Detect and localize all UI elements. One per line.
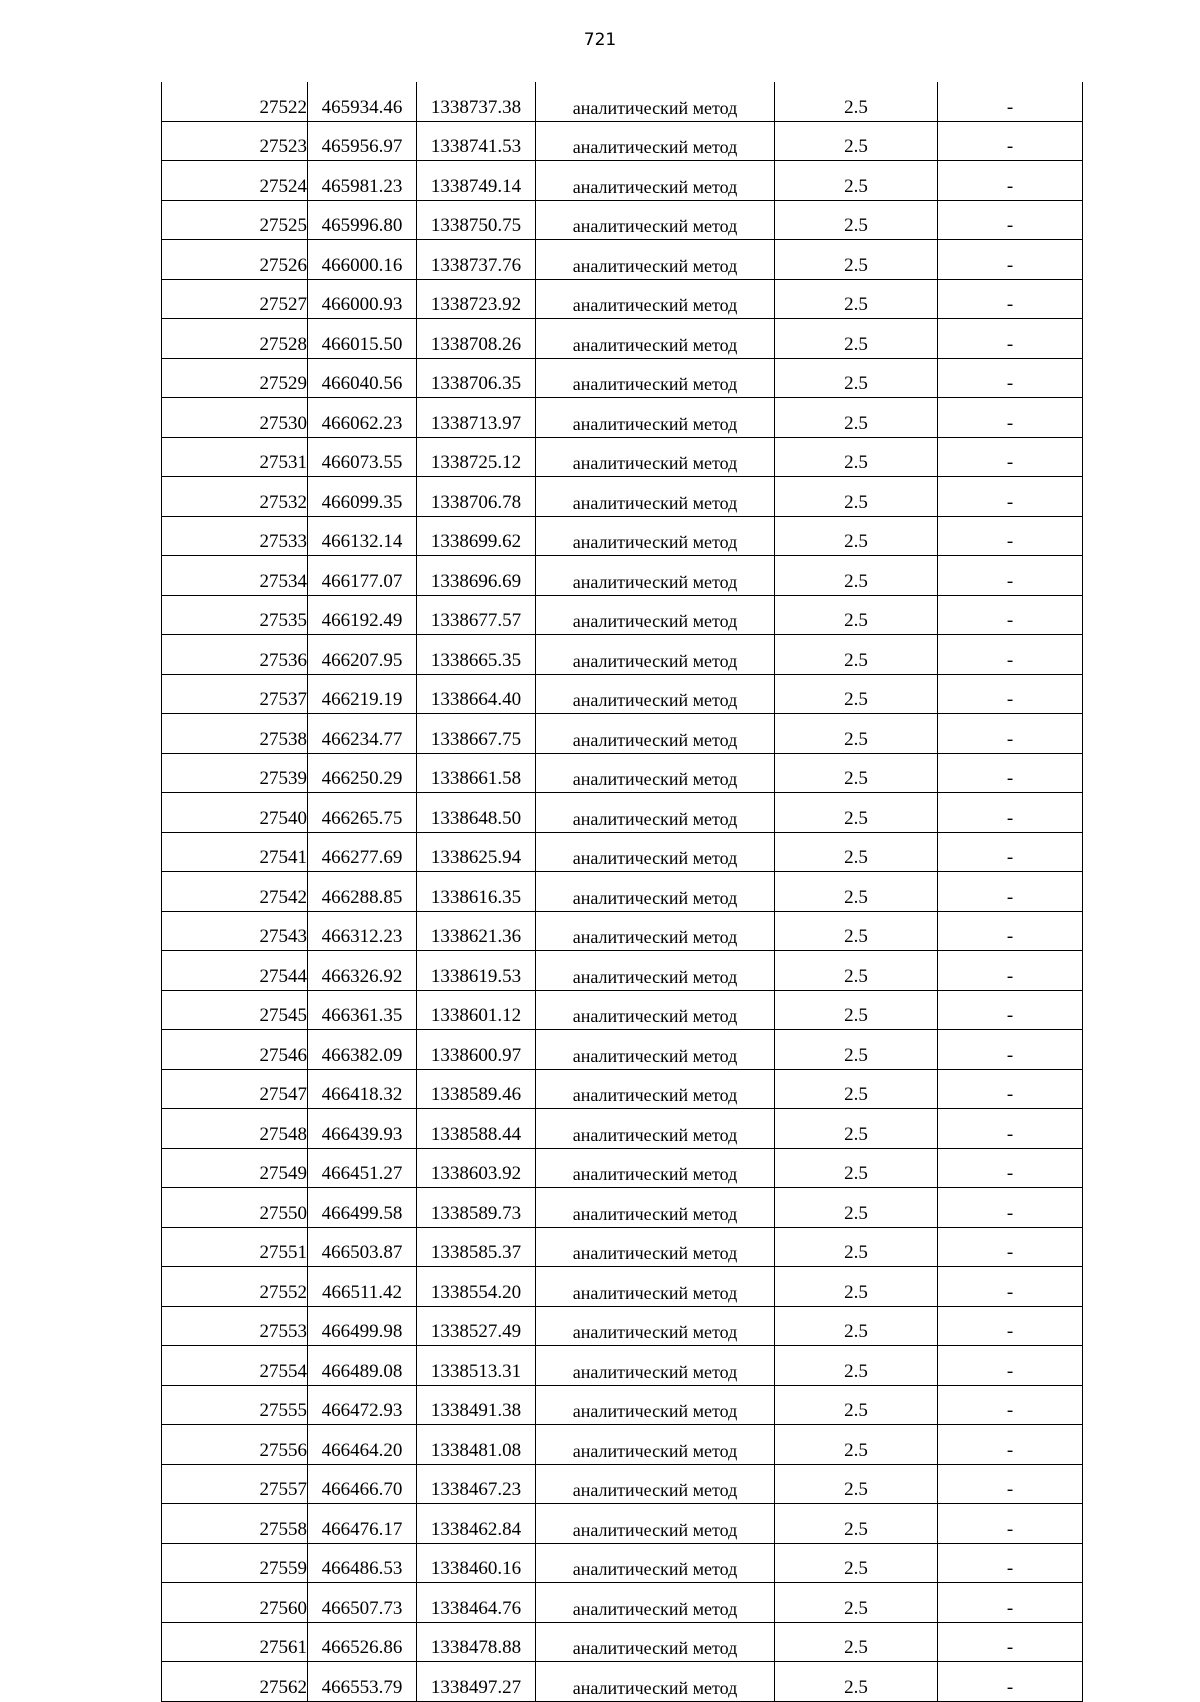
description-cell: - bbox=[938, 1267, 1083, 1307]
description-cell: - bbox=[938, 1662, 1083, 1702]
y-coordinate-cell: 1338460.16 bbox=[417, 1543, 536, 1583]
description-cell: - bbox=[938, 1504, 1083, 1544]
accuracy-cell: 2.5 bbox=[775, 1069, 938, 1109]
table-row bbox=[162, 161, 1083, 201]
accuracy-cell: 2.5 bbox=[775, 714, 938, 754]
table-row bbox=[162, 714, 1083, 754]
x-coordinate-cell: 466288.85 bbox=[308, 872, 417, 912]
point-number-cell: 27525 bbox=[162, 200, 308, 240]
table-row bbox=[162, 1188, 1083, 1228]
method-cell: аналитический метод bbox=[536, 1306, 775, 1346]
y-coordinate-cell: 1338478.88 bbox=[417, 1622, 536, 1662]
accuracy-cell: 2.5 bbox=[775, 516, 938, 556]
point-number-cell: 27535 bbox=[162, 595, 308, 635]
y-coordinate-cell: 1338513.31 bbox=[417, 1346, 536, 1386]
y-coordinate-cell: 1338462.84 bbox=[417, 1504, 536, 1544]
y-coordinate-cell: 1338600.97 bbox=[417, 1030, 536, 1070]
point-number-cell: 27548 bbox=[162, 1109, 308, 1149]
accuracy-cell: 2.5 bbox=[775, 832, 938, 872]
description-cell: - bbox=[938, 753, 1083, 793]
description-cell: - bbox=[938, 437, 1083, 477]
x-coordinate-cell: 466062.23 bbox=[308, 398, 417, 438]
accuracy-cell: 2.5 bbox=[775, 990, 938, 1030]
table-row bbox=[162, 358, 1083, 398]
y-coordinate-cell: 1338621.36 bbox=[417, 911, 536, 951]
x-coordinate-cell: 466553.79 bbox=[308, 1662, 417, 1702]
point-number-cell: 27529 bbox=[162, 358, 308, 398]
method-cell: аналитический метод bbox=[536, 358, 775, 398]
x-coordinate-cell: 466000.16 bbox=[308, 240, 417, 280]
accuracy-cell: 2.5 bbox=[775, 437, 938, 477]
table-row bbox=[162, 990, 1083, 1030]
accuracy-cell: 2.5 bbox=[775, 358, 938, 398]
y-coordinate-cell: 1338696.69 bbox=[417, 556, 536, 596]
x-coordinate-cell: 466015.50 bbox=[308, 319, 417, 359]
accuracy-cell: 2.5 bbox=[775, 951, 938, 991]
table-row bbox=[162, 595, 1083, 635]
table-row bbox=[162, 200, 1083, 240]
method-cell: аналитический метод bbox=[536, 1464, 775, 1504]
description-cell: - bbox=[938, 1346, 1083, 1386]
y-coordinate-cell: 1338723.92 bbox=[417, 279, 536, 319]
point-number-cell: 27541 bbox=[162, 832, 308, 872]
description-cell: - bbox=[938, 516, 1083, 556]
x-coordinate-cell: 466464.20 bbox=[308, 1425, 417, 1465]
table-row bbox=[162, 1148, 1083, 1188]
accuracy-cell: 2.5 bbox=[775, 240, 938, 280]
table-row bbox=[162, 1306, 1083, 1346]
table-row bbox=[162, 240, 1083, 280]
description-cell: - bbox=[938, 1109, 1083, 1149]
method-cell: аналитический метод bbox=[536, 1622, 775, 1662]
description-cell: - bbox=[938, 1425, 1083, 1465]
method-cell: аналитический метод bbox=[536, 516, 775, 556]
table-row bbox=[162, 1464, 1083, 1504]
table-row bbox=[162, 1622, 1083, 1662]
method-cell: аналитический метод bbox=[536, 872, 775, 912]
x-coordinate-cell: 466472.93 bbox=[308, 1385, 417, 1425]
y-coordinate-cell: 1338706.78 bbox=[417, 477, 536, 517]
x-coordinate-cell: 466132.14 bbox=[308, 516, 417, 556]
method-cell: аналитический метод bbox=[536, 477, 775, 517]
y-coordinate-cell: 1338491.38 bbox=[417, 1385, 536, 1425]
accuracy-cell: 2.5 bbox=[775, 1148, 938, 1188]
method-cell: аналитический метод bbox=[536, 240, 775, 280]
point-number-cell: 27524 bbox=[162, 161, 308, 201]
description-cell: - bbox=[938, 556, 1083, 596]
description-cell: - bbox=[938, 1148, 1083, 1188]
y-coordinate-cell: 1338588.44 bbox=[417, 1109, 536, 1149]
method-cell: аналитический метод bbox=[536, 121, 775, 161]
method-cell: аналитический метод bbox=[536, 1267, 775, 1307]
description-cell: - bbox=[938, 674, 1083, 714]
point-number-cell: 27549 bbox=[162, 1148, 308, 1188]
method-cell: аналитический метод bbox=[536, 1109, 775, 1149]
description-cell: - bbox=[938, 1464, 1083, 1504]
point-number-cell: 27562 bbox=[162, 1662, 308, 1702]
y-coordinate-cell: 1338527.49 bbox=[417, 1306, 536, 1346]
method-cell: аналитический метод bbox=[536, 161, 775, 201]
x-coordinate-cell: 465956.97 bbox=[308, 121, 417, 161]
point-number-cell: 27555 bbox=[162, 1385, 308, 1425]
point-number-cell: 27523 bbox=[162, 121, 308, 161]
table-row bbox=[162, 556, 1083, 596]
accuracy-cell: 2.5 bbox=[775, 1583, 938, 1623]
table-row bbox=[162, 911, 1083, 951]
y-coordinate-cell: 1338706.35 bbox=[417, 358, 536, 398]
x-coordinate-cell: 466192.49 bbox=[308, 595, 417, 635]
description-cell: - bbox=[938, 635, 1083, 675]
point-number-cell: 27550 bbox=[162, 1188, 308, 1228]
x-coordinate-cell: 466000.93 bbox=[308, 279, 417, 319]
accuracy-cell: 2.5 bbox=[775, 1306, 938, 1346]
x-coordinate-cell: 466312.23 bbox=[308, 911, 417, 951]
y-coordinate-cell: 1338665.35 bbox=[417, 635, 536, 675]
point-number-cell: 27538 bbox=[162, 714, 308, 754]
accuracy-cell: 2.5 bbox=[775, 1464, 938, 1504]
table-row bbox=[162, 674, 1083, 714]
accuracy-cell: 2.5 bbox=[775, 1425, 938, 1465]
x-coordinate-cell: 466219.19 bbox=[308, 674, 417, 714]
description-cell: - bbox=[938, 398, 1083, 438]
x-coordinate-cell: 466486.53 bbox=[308, 1543, 417, 1583]
x-coordinate-cell: 465981.23 bbox=[308, 161, 417, 201]
accuracy-cell: 2.5 bbox=[775, 1346, 938, 1386]
accuracy-cell: 2.5 bbox=[775, 279, 938, 319]
description-cell: - bbox=[938, 872, 1083, 912]
table-row bbox=[162, 1069, 1083, 1109]
x-coordinate-cell: 466418.32 bbox=[308, 1069, 417, 1109]
y-coordinate-cell: 1338713.97 bbox=[417, 398, 536, 438]
table-row bbox=[162, 1227, 1083, 1267]
description-cell: - bbox=[938, 793, 1083, 833]
method-cell: аналитический метод bbox=[536, 319, 775, 359]
point-number-cell: 27559 bbox=[162, 1543, 308, 1583]
accuracy-cell: 2.5 bbox=[775, 161, 938, 201]
accuracy-cell: 2.5 bbox=[775, 1662, 938, 1702]
y-coordinate-cell: 1338481.08 bbox=[417, 1425, 536, 1465]
method-cell: аналитический метод bbox=[536, 1425, 775, 1465]
table-row bbox=[162, 832, 1083, 872]
table-row bbox=[162, 1267, 1083, 1307]
method-cell: аналитический метод bbox=[536, 635, 775, 675]
y-coordinate-cell: 1338554.20 bbox=[417, 1267, 536, 1307]
accuracy-cell: 2.5 bbox=[775, 319, 938, 359]
x-coordinate-cell: 466439.93 bbox=[308, 1109, 417, 1149]
method-cell: аналитический метод bbox=[536, 556, 775, 596]
x-coordinate-cell: 465996.80 bbox=[308, 200, 417, 240]
point-number-cell: 27554 bbox=[162, 1346, 308, 1386]
description-cell: - bbox=[938, 161, 1083, 201]
page-number: 721 bbox=[583, 30, 617, 50]
table-row bbox=[162, 872, 1083, 912]
y-coordinate-cell: 1338708.26 bbox=[417, 319, 536, 359]
point-number-cell: 27531 bbox=[162, 437, 308, 477]
accuracy-cell: 2.5 bbox=[775, 121, 938, 161]
y-coordinate-cell: 1338725.12 bbox=[417, 437, 536, 477]
point-number-cell: 27533 bbox=[162, 516, 308, 556]
point-number-cell: 27560 bbox=[162, 1583, 308, 1623]
accuracy-cell: 2.5 bbox=[775, 1267, 938, 1307]
table-row bbox=[162, 1030, 1083, 1070]
description-cell: - bbox=[938, 477, 1083, 517]
description-cell: - bbox=[938, 1583, 1083, 1623]
description-cell: - bbox=[938, 200, 1083, 240]
description-cell: - bbox=[938, 1030, 1083, 1070]
method-cell: аналитический метод bbox=[536, 1188, 775, 1228]
x-coordinate-cell: 466511.42 bbox=[308, 1267, 417, 1307]
table-row bbox=[162, 319, 1083, 359]
accuracy-cell: 2.5 bbox=[775, 1543, 938, 1583]
accuracy-cell: 2.5 bbox=[775, 1385, 938, 1425]
x-coordinate-cell: 466489.08 bbox=[308, 1346, 417, 1386]
x-coordinate-cell: 466451.27 bbox=[308, 1148, 417, 1188]
method-cell: аналитический метод bbox=[536, 1346, 775, 1386]
table-row bbox=[162, 793, 1083, 833]
point-number-cell: 27556 bbox=[162, 1425, 308, 1465]
y-coordinate-cell: 1338667.75 bbox=[417, 714, 536, 754]
y-coordinate-cell: 1338699.62 bbox=[417, 516, 536, 556]
table-row bbox=[162, 1109, 1083, 1149]
point-number-cell: 27543 bbox=[162, 911, 308, 951]
table-row bbox=[162, 1425, 1083, 1465]
x-coordinate-cell: 466207.95 bbox=[308, 635, 417, 675]
x-coordinate-cell: 466234.77 bbox=[308, 714, 417, 754]
accuracy-cell: 2.5 bbox=[775, 1030, 938, 1070]
method-cell: аналитический метод bbox=[536, 1227, 775, 1267]
point-number-cell: 27522 bbox=[162, 82, 308, 121]
description-cell: - bbox=[938, 1227, 1083, 1267]
method-cell: аналитический метод bbox=[536, 1069, 775, 1109]
table-row bbox=[162, 477, 1083, 517]
point-number-cell: 27552 bbox=[162, 1267, 308, 1307]
x-coordinate-cell: 466382.09 bbox=[308, 1030, 417, 1070]
method-cell: аналитический метод bbox=[536, 1385, 775, 1425]
accuracy-cell: 2.5 bbox=[775, 200, 938, 240]
method-cell: аналитический метод bbox=[536, 1504, 775, 1544]
method-cell: аналитический метод bbox=[536, 674, 775, 714]
method-cell: аналитический метод bbox=[536, 595, 775, 635]
method-cell: аналитический метод bbox=[536, 1662, 775, 1702]
y-coordinate-cell: 1338648.50 bbox=[417, 793, 536, 833]
point-number-cell: 27545 bbox=[162, 990, 308, 1030]
table-row bbox=[162, 121, 1083, 161]
description-cell: - bbox=[938, 121, 1083, 161]
method-cell: аналитический метод bbox=[536, 1148, 775, 1188]
method-cell: аналитический метод bbox=[536, 200, 775, 240]
accuracy-cell: 2.5 bbox=[775, 1188, 938, 1228]
point-number-cell: 27544 bbox=[162, 951, 308, 991]
x-coordinate-cell: 465934.46 bbox=[308, 82, 417, 121]
accuracy-cell: 2.5 bbox=[775, 595, 938, 635]
point-number-cell: 27540 bbox=[162, 793, 308, 833]
table-row bbox=[162, 398, 1083, 438]
point-number-cell: 27546 bbox=[162, 1030, 308, 1070]
y-coordinate-cell: 1338589.46 bbox=[417, 1069, 536, 1109]
method-cell: аналитический метод bbox=[536, 1543, 775, 1583]
y-coordinate-cell: 1338741.53 bbox=[417, 121, 536, 161]
method-cell: аналитический метод bbox=[536, 1030, 775, 1070]
x-coordinate-cell: 466499.98 bbox=[308, 1306, 417, 1346]
table-row bbox=[162, 1583, 1083, 1623]
y-coordinate-cell: 1338464.76 bbox=[417, 1583, 536, 1623]
point-number-cell: 27534 bbox=[162, 556, 308, 596]
table-row bbox=[162, 951, 1083, 991]
description-cell: - bbox=[938, 832, 1083, 872]
table-row bbox=[162, 753, 1083, 793]
accuracy-cell: 2.5 bbox=[775, 674, 938, 714]
method-cell: аналитический метод bbox=[536, 832, 775, 872]
method-cell: аналитический метод bbox=[536, 1583, 775, 1623]
point-number-cell: 27536 bbox=[162, 635, 308, 675]
accuracy-cell: 2.5 bbox=[775, 477, 938, 517]
method-cell: аналитический метод bbox=[536, 437, 775, 477]
y-coordinate-cell: 1338664.40 bbox=[417, 674, 536, 714]
y-coordinate-cell: 1338616.35 bbox=[417, 872, 536, 912]
y-coordinate-cell: 1338585.37 bbox=[417, 1227, 536, 1267]
description-cell: - bbox=[938, 1069, 1083, 1109]
x-coordinate-cell: 466476.17 bbox=[308, 1504, 417, 1544]
point-number-cell: 27542 bbox=[162, 872, 308, 912]
description-cell: - bbox=[938, 951, 1083, 991]
accuracy-cell: 2.5 bbox=[775, 753, 938, 793]
table-row bbox=[162, 635, 1083, 675]
description-cell: - bbox=[938, 990, 1083, 1030]
table-row bbox=[162, 1504, 1083, 1544]
x-coordinate-cell: 466503.87 bbox=[308, 1227, 417, 1267]
point-number-cell: 27561 bbox=[162, 1622, 308, 1662]
y-coordinate-cell: 1338619.53 bbox=[417, 951, 536, 991]
method-cell: аналитический метод bbox=[536, 279, 775, 319]
description-cell: - bbox=[938, 911, 1083, 951]
x-coordinate-cell: 466466.70 bbox=[308, 1464, 417, 1504]
point-number-cell: 27526 bbox=[162, 240, 308, 280]
point-number-cell: 27532 bbox=[162, 477, 308, 517]
point-number-cell: 27539 bbox=[162, 753, 308, 793]
description-cell: - bbox=[938, 595, 1083, 635]
method-cell: аналитический метод bbox=[536, 990, 775, 1030]
x-coordinate-cell: 466526.86 bbox=[308, 1622, 417, 1662]
description-cell: - bbox=[938, 82, 1083, 121]
y-coordinate-cell: 1338603.92 bbox=[417, 1148, 536, 1188]
y-coordinate-cell: 1338625.94 bbox=[417, 832, 536, 872]
x-coordinate-cell: 466361.35 bbox=[308, 990, 417, 1030]
method-cell: аналитический метод bbox=[536, 714, 775, 754]
accuracy-cell: 2.5 bbox=[775, 793, 938, 833]
point-number-cell: 27547 bbox=[162, 1069, 308, 1109]
description-cell: - bbox=[938, 358, 1083, 398]
description-cell: - bbox=[938, 279, 1083, 319]
coordinates-table bbox=[161, 82, 1083, 1702]
method-cell: аналитический метод bbox=[536, 398, 775, 438]
method-cell: аналитический метод bbox=[536, 753, 775, 793]
y-coordinate-cell: 1338737.38 bbox=[417, 82, 536, 121]
description-cell: - bbox=[938, 1543, 1083, 1583]
point-number-cell: 27530 bbox=[162, 398, 308, 438]
y-coordinate-cell: 1338497.27 bbox=[417, 1662, 536, 1702]
y-coordinate-cell: 1338601.12 bbox=[417, 990, 536, 1030]
point-number-cell: 27528 bbox=[162, 319, 308, 359]
y-coordinate-cell: 1338589.73 bbox=[417, 1188, 536, 1228]
point-number-cell: 27557 bbox=[162, 1464, 308, 1504]
point-number-cell: 27558 bbox=[162, 1504, 308, 1544]
accuracy-cell: 2.5 bbox=[775, 872, 938, 912]
table-row bbox=[162, 1385, 1083, 1425]
y-coordinate-cell: 1338677.57 bbox=[417, 595, 536, 635]
y-coordinate-cell: 1338661.58 bbox=[417, 753, 536, 793]
x-coordinate-cell: 466326.92 bbox=[308, 951, 417, 991]
accuracy-cell: 2.5 bbox=[775, 1227, 938, 1267]
table-row bbox=[162, 437, 1083, 477]
y-coordinate-cell: 1338467.23 bbox=[417, 1464, 536, 1504]
coordinates-table-body bbox=[162, 82, 1083, 1701]
method-cell: аналитический метод bbox=[536, 911, 775, 951]
accuracy-cell: 2.5 bbox=[775, 398, 938, 438]
description-cell: - bbox=[938, 1385, 1083, 1425]
accuracy-cell: 2.5 bbox=[775, 1622, 938, 1662]
y-coordinate-cell: 1338737.76 bbox=[417, 240, 536, 280]
accuracy-cell: 2.5 bbox=[775, 556, 938, 596]
x-coordinate-cell: 466277.69 bbox=[308, 832, 417, 872]
table-row bbox=[162, 1662, 1083, 1702]
x-coordinate-cell: 466507.73 bbox=[308, 1583, 417, 1623]
x-coordinate-cell: 466073.55 bbox=[308, 437, 417, 477]
description-cell: - bbox=[938, 1306, 1083, 1346]
accuracy-cell: 2.5 bbox=[775, 635, 938, 675]
point-number-cell: 27537 bbox=[162, 674, 308, 714]
table-row bbox=[162, 82, 1083, 121]
method-cell: аналитический метод bbox=[536, 82, 775, 121]
y-coordinate-cell: 1338750.75 bbox=[417, 200, 536, 240]
accuracy-cell: 2.5 bbox=[775, 1109, 938, 1149]
description-cell: - bbox=[938, 319, 1083, 359]
description-cell: - bbox=[938, 1622, 1083, 1662]
accuracy-cell: 2.5 bbox=[775, 82, 938, 121]
accuracy-cell: 2.5 bbox=[775, 911, 938, 951]
x-coordinate-cell: 466250.29 bbox=[308, 753, 417, 793]
method-cell: аналитический метод bbox=[536, 793, 775, 833]
x-coordinate-cell: 466040.56 bbox=[308, 358, 417, 398]
table-row bbox=[162, 516, 1083, 556]
x-coordinate-cell: 466265.75 bbox=[308, 793, 417, 833]
x-coordinate-cell: 466177.07 bbox=[308, 556, 417, 596]
accuracy-cell: 2.5 bbox=[775, 1504, 938, 1544]
x-coordinate-cell: 466499.58 bbox=[308, 1188, 417, 1228]
method-cell: аналитический метод bbox=[536, 951, 775, 991]
point-number-cell: 27527 bbox=[162, 279, 308, 319]
table-row bbox=[162, 1543, 1083, 1583]
point-number-cell: 27553 bbox=[162, 1306, 308, 1346]
table-row bbox=[162, 1346, 1083, 1386]
x-coordinate-cell: 466099.35 bbox=[308, 477, 417, 517]
description-cell: - bbox=[938, 714, 1083, 754]
description-cell: - bbox=[938, 240, 1083, 280]
point-number-cell: 27551 bbox=[162, 1227, 308, 1267]
description-cell: - bbox=[938, 1188, 1083, 1228]
table-row bbox=[162, 279, 1083, 319]
y-coordinate-cell: 1338749.14 bbox=[417, 161, 536, 201]
